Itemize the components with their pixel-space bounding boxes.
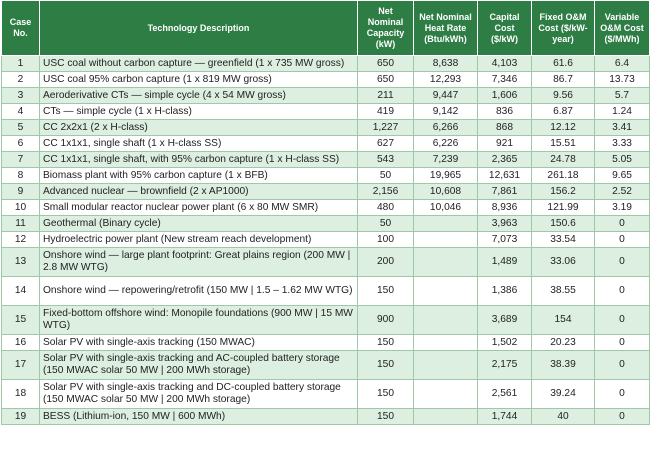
technology-description-cell: BESS (Lithium-ion, 150 MW | 600 MWh): [40, 409, 358, 425]
variable-om-cell: 5.7: [595, 88, 650, 104]
heat-rate-cell: 9,142: [414, 104, 478, 120]
fixed-om-cell: 39.24: [532, 380, 595, 409]
table-row: [2, 152, 650, 168]
variable-om-cell: 0: [595, 232, 650, 248]
capacity-cell: 150: [358, 409, 414, 425]
table-row: [2, 168, 650, 184]
variable-om-cell: 2.52: [595, 184, 650, 200]
table-row: [2, 104, 650, 120]
capital-cost-cell: 921: [478, 136, 532, 152]
header-row: [2, 1, 650, 56]
heat-rate-cell: [414, 306, 478, 335]
variable-om-cell: 5.05: [595, 152, 650, 168]
technology-description-cell: Small modular reactor nuclear power plant (6 x 80 MW SMR): [40, 200, 358, 216]
table-row: [2, 232, 650, 248]
heat-rate-cell: 10,608: [414, 184, 478, 200]
variable-om-cell: 0: [595, 216, 650, 232]
fixed-om-cell: 61.6: [532, 56, 595, 72]
variable-om-cell: 0: [595, 380, 650, 409]
header-technology-description: Technology Description: [40, 1, 358, 56]
capital-cost-cell: 2,365: [478, 152, 532, 168]
fixed-om-cell: 121.99: [532, 200, 595, 216]
capacity-cell: 50: [358, 168, 414, 184]
case-no-cell: 11: [2, 216, 40, 232]
case-no-cell: 16: [2, 335, 40, 351]
variable-om-cell: 1.24: [595, 104, 650, 120]
technology-description-cell: Onshore wind — repowering/retrofit (150 MW | 1.5 – 1.62 MW WTG): [40, 277, 358, 306]
fixed-om-cell: 86.7: [532, 72, 595, 88]
header-case-no: Case No.: [2, 1, 40, 56]
capital-cost-cell: 2,175: [478, 351, 532, 380]
fixed-om-cell: 33.54: [532, 232, 595, 248]
capacity-cell: 211: [358, 88, 414, 104]
case-no-cell: 18: [2, 380, 40, 409]
heat-rate-cell: [414, 380, 478, 409]
technology-description-cell: CC 1x1x1, single shaft (1 x H-class SS): [40, 136, 358, 152]
technology-description-cell: Solar PV with single-axis tracking (150 MWAC): [40, 335, 358, 351]
fixed-om-cell: 33.06: [532, 248, 595, 277]
fixed-om-cell: 9.56: [532, 88, 595, 104]
capital-cost-cell: 868: [478, 120, 532, 136]
table-row: [2, 120, 650, 136]
case-no-cell: 13: [2, 248, 40, 277]
table-row: [2, 277, 650, 306]
table-body: [2, 56, 650, 425]
capital-cost-cell: 1,744: [478, 409, 532, 425]
table-row: [2, 380, 650, 409]
fixed-om-cell: 40: [532, 409, 595, 425]
technology-description-cell: USC coal without carbon capture — greenfield (1 x 735 MW gross): [40, 56, 358, 72]
table-row: [2, 136, 650, 152]
fixed-om-cell: 12.12: [532, 120, 595, 136]
fixed-om-cell: 150.6: [532, 216, 595, 232]
variable-om-cell: 3.33: [595, 136, 650, 152]
capacity-cell: 200: [358, 248, 414, 277]
heat-rate-cell: 6,266: [414, 120, 478, 136]
capital-cost-cell: 12,631: [478, 168, 532, 184]
heat-rate-cell: [414, 351, 478, 380]
header-variable-om-cost: Variable O&M Cost ($/MWh): [595, 1, 650, 56]
capacity-cell: 50: [358, 216, 414, 232]
table-row: [2, 335, 650, 351]
heat-rate-cell: 19,965: [414, 168, 478, 184]
case-no-cell: 3: [2, 88, 40, 104]
case-no-cell: 17: [2, 351, 40, 380]
capital-cost-cell: 836: [478, 104, 532, 120]
case-no-cell: 5: [2, 120, 40, 136]
technology-description-cell: Hydroelectric power plant (New stream reach development): [40, 232, 358, 248]
fixed-om-cell: 24.78: [532, 152, 595, 168]
fixed-om-cell: 6.87: [532, 104, 595, 120]
heat-rate-cell: [414, 409, 478, 425]
variable-om-cell: 3.19: [595, 200, 650, 216]
heat-rate-cell: 12,293: [414, 72, 478, 88]
case-no-cell: 8: [2, 168, 40, 184]
fixed-om-cell: 15.51: [532, 136, 595, 152]
technology-description-cell: Advanced nuclear — brownfield (2 x AP1000): [40, 184, 358, 200]
capital-cost-cell: 7,861: [478, 184, 532, 200]
header-capital-cost: Capital Cost ($/kW): [478, 1, 532, 56]
table-row: [2, 216, 650, 232]
case-no-cell: 19: [2, 409, 40, 425]
technology-cost-table: [1, 0, 650, 425]
variable-om-cell: 0: [595, 248, 650, 277]
variable-om-cell: 3.41: [595, 120, 650, 136]
capital-cost-cell: 3,689: [478, 306, 532, 335]
heat-rate-cell: [414, 216, 478, 232]
heat-rate-cell: 10,046: [414, 200, 478, 216]
fixed-om-cell: 38.39: [532, 351, 595, 380]
capacity-cell: 150: [358, 380, 414, 409]
fixed-om-cell: 20.23: [532, 335, 595, 351]
variable-om-cell: 13.73: [595, 72, 650, 88]
heat-rate-cell: 7,239: [414, 152, 478, 168]
variable-om-cell: 0: [595, 351, 650, 380]
capacity-cell: 650: [358, 72, 414, 88]
variable-om-cell: 0: [595, 306, 650, 335]
heat-rate-cell: [414, 248, 478, 277]
fixed-om-cell: 154: [532, 306, 595, 335]
capital-cost-cell: 8,936: [478, 200, 532, 216]
technology-description-cell: Solar PV with single-axis tracking and AC-coupled battery storage (150 MWAC solar 50 MW | 200 MWh storage): [40, 351, 358, 380]
technology-description-cell: Aeroderivative CTs — simple cycle (4 x 54 MW gross): [40, 88, 358, 104]
case-no-cell: 12: [2, 232, 40, 248]
heat-rate-cell: [414, 277, 478, 306]
case-no-cell: 6: [2, 136, 40, 152]
capacity-cell: 150: [358, 335, 414, 351]
capacity-cell: 419: [358, 104, 414, 120]
capital-cost-cell: 3,963: [478, 216, 532, 232]
capital-cost-cell: 7,073: [478, 232, 532, 248]
case-no-cell: 2: [2, 72, 40, 88]
case-no-cell: 10: [2, 200, 40, 216]
capacity-cell: 900: [358, 306, 414, 335]
capacity-cell: 650: [358, 56, 414, 72]
variable-om-cell: 9.65: [595, 168, 650, 184]
capital-cost-cell: 1,386: [478, 277, 532, 306]
heat-rate-cell: [414, 335, 478, 351]
table-row: [2, 306, 650, 335]
technology-description-cell: Biomass plant with 95% carbon capture (1 x BFB): [40, 168, 358, 184]
heat-rate-cell: 8,638: [414, 56, 478, 72]
table-row: [2, 56, 650, 72]
header-net-nominal-capacity: Net Nominal Capacity (kW): [358, 1, 414, 56]
variable-om-cell: 6.4: [595, 56, 650, 72]
variable-om-cell: 0: [595, 409, 650, 425]
capacity-cell: 1,227: [358, 120, 414, 136]
fixed-om-cell: 38.55: [532, 277, 595, 306]
capital-cost-cell: 1,502: [478, 335, 532, 351]
table-row: [2, 248, 650, 277]
table-row: [2, 351, 650, 380]
capacity-cell: 150: [358, 277, 414, 306]
technology-description-cell: CC 2x2x1 (2 x H-class): [40, 120, 358, 136]
variable-om-cell: 0: [595, 277, 650, 306]
capacity-cell: 543: [358, 152, 414, 168]
fixed-om-cell: 156.2: [532, 184, 595, 200]
table-row: [2, 88, 650, 104]
capital-cost-cell: 2,561: [478, 380, 532, 409]
variable-om-cell: 0: [595, 335, 650, 351]
header-fixed-om-cost: Fixed O&M Cost ($/kW-year): [532, 1, 595, 56]
table-row: [2, 184, 650, 200]
case-no-cell: 1: [2, 56, 40, 72]
technology-description-cell: Fixed-bottom offshore wind: Monopile foundations (900 MW | 15 MW WTG): [40, 306, 358, 335]
capacity-cell: 100: [358, 232, 414, 248]
technology-description-cell: CTs — simple cycle (1 x H-class): [40, 104, 358, 120]
capital-cost-cell: 1,489: [478, 248, 532, 277]
header-net-nominal-heat-rate: Net Nominal Heat Rate (Btu/kWh): [414, 1, 478, 56]
heat-rate-cell: 9,447: [414, 88, 478, 104]
capital-cost-cell: 4,103: [478, 56, 532, 72]
capital-cost-cell: 1,606: [478, 88, 532, 104]
capacity-cell: 627: [358, 136, 414, 152]
table-row: [2, 72, 650, 88]
heat-rate-cell: [414, 232, 478, 248]
case-no-cell: 9: [2, 184, 40, 200]
capacity-cell: 480: [358, 200, 414, 216]
technology-description-cell: CC 1x1x1, single shaft, with 95% carbon capture (1 x H-class SS): [40, 152, 358, 168]
heat-rate-cell: 6,226: [414, 136, 478, 152]
case-no-cell: 15: [2, 306, 40, 335]
capacity-cell: 150: [358, 351, 414, 380]
technology-description-cell: Geothermal (Binary cycle): [40, 216, 358, 232]
case-no-cell: 7: [2, 152, 40, 168]
fixed-om-cell: 261.18: [532, 168, 595, 184]
capital-cost-cell: 7,346: [478, 72, 532, 88]
table-row: [2, 200, 650, 216]
case-no-cell: 14: [2, 277, 40, 306]
capacity-cell: 2,156: [358, 184, 414, 200]
case-no-cell: 4: [2, 104, 40, 120]
technology-description-cell: Solar PV with single-axis tracking and DC-coupled battery storage (150 MWAC solar 50 MW | 200 MWh storage): [40, 380, 358, 409]
technology-description-cell: Onshore wind — large plant footprint: Great plains region (200 MW | 2.8 MW WTG): [40, 248, 358, 277]
table-row: [2, 409, 650, 425]
technology-description-cell: USC coal 95% carbon capture (1 x 819 MW gross): [40, 72, 358, 88]
